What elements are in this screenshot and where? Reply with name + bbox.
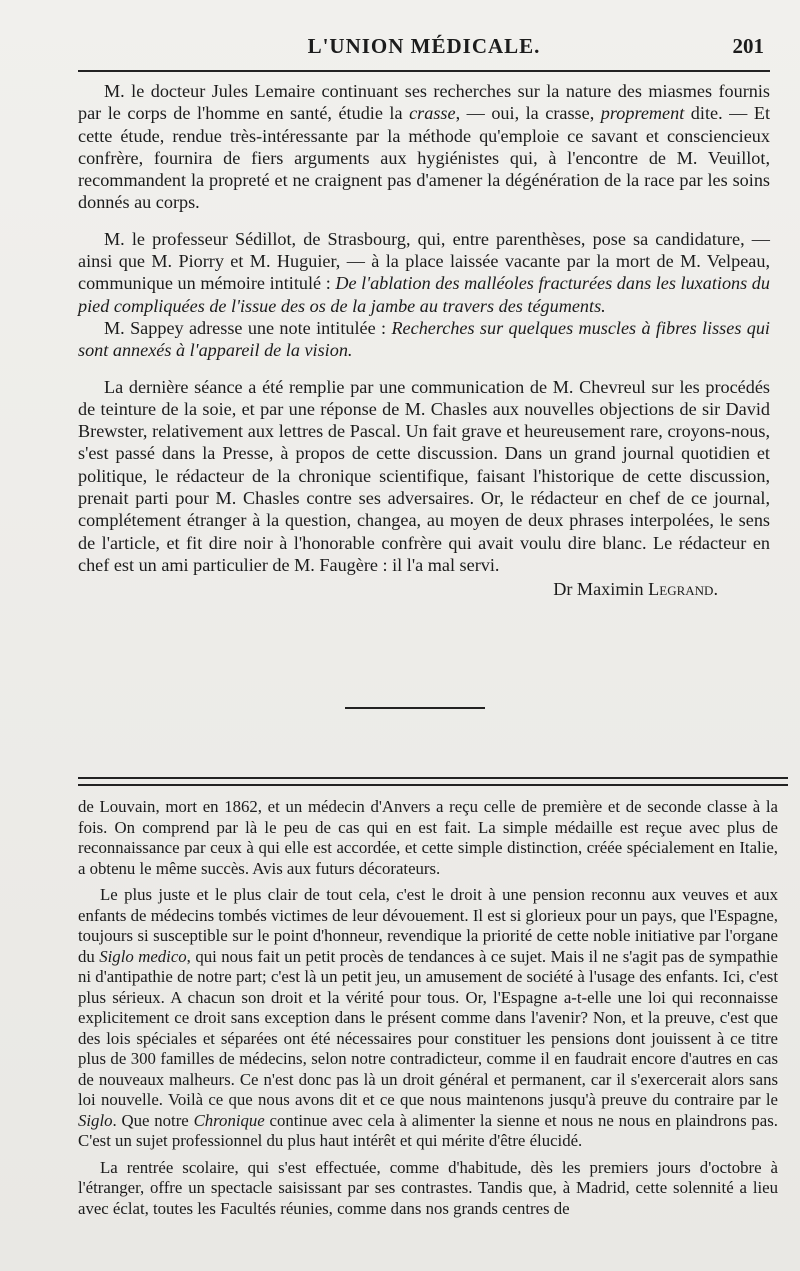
chronique-paragraph-rentree: La rentrée scolaire, qui s'est effectuée, comme d'habitude, dès les premiers jours d'octobre à l'étranger, offre un spectacle saisissant par ses contrastes. Tandis que, à Madrid, cette solennité a lieu avec éclat, toutes les Facultés réunies, comme dans nos grands centres de xyxy=(78,1157,778,1218)
signature: Dr Maximin Legrand. xyxy=(553,579,718,600)
paragraph-sedillot: M. le professeur Sédillot, de Strasbourg, qui, entre parenthèses, pose sa candidature, — ainsi que M. Piorry et M. Huguier, — à la place laissée vacante par la mort de M. Velpeau, communique un mémoire intitulé : De l'ablation des malléoles fracturées dans les luxations du pied compliquées de l'issue des os de la jambe au travers des téguments. xyxy=(78,228,770,316)
paragraph-seance: La dernière séance a été remplie par une communication de M. Chevreul sur les procédés de teinture de la soie, et par une réponse de M. Chasles aux nouvelles objections de sir David Brewster, relativement aux lettres de Pascal. Un fait grave et heureusement rare, croyons-nous, s'est passé dans la Presse, à propos de cette discussion. Dans un grand journal quotidien et politique, le rédacteur de la chronique scientifique, faisant l'historique de cette discussion, prenait parti pour M. Chasles contre ses adversaires. Or, le rédacteur en chef de ce journal, complétement étranger à la question, changea, au moyen de deux phrases interpolées, le sens de l'article, et fit dire noir à l'honorable confrère qui avait voulu dire blanc. Le rédacteur en chef est un ami particulier de M. Faugère : il l'a mal servi. xyxy=(78,376,770,575)
article-body xyxy=(78,80,770,601)
chronique-paragraph-pension: Le plus juste et le plus clair de tout cela, c'est le droit à une pension reconnu aux veuves et aux enfants de médecins tombés victimes de leur dévouement. Il est si glorieux pour un pays, que l'Espagne, toujours si susceptible sur le point d'honneur, revendique la priorité de cette noble initiative par l'organe du Siglo medico, qui nous fait un petit procès de tendances à ce sujet. Mais il ne s'agit pas de sympathie ni d'antipathie de notre part; c'est là un petit jeu, un amusement de société à l'usage des enfants. Ici, c'est plus sérieux. A chacun son droit et la vérité pour tous. Or, l'Espagne a-t-elle une loi qui reconnaisse explicitement ce droit sans exception dans le présent comme dans l'avenir? Non, et la preuve, c'est que des lois spéciales et séparées ont été nécessaires pour constituer les pensions dont jouissent à ce titre plus de 300 familles de médecins, selon notre contradicteur, comme il en faudrait encore d'autres en cas de nouveaux malheurs. Ce n'est donc pas là un droit général et permanent, car il s'exercerait alors sans loi nouvelle. Voilà ce que nous avons dit et ce que nous maintenons jusqu'à preuve du contraire par le Siglo. Que notre Chronique continue avec cela à alimenter la sienne et nous ne nous en plaindrons pas. C'est un sujet professionnel du plus haut intérêt et qui mérite d'être élucidé. xyxy=(78,885,778,1150)
paragraph-sappey: M. Sappey adresse une note intitulée : Recherches sur quelques muscles à fibres lisses qui sont annexés à l'appareil de la vision. xyxy=(78,317,770,361)
chronique-section xyxy=(78,797,778,1219)
section-divider xyxy=(345,707,485,709)
header-rule xyxy=(78,70,770,72)
running-title: L'UNION MÉDICALE. xyxy=(307,34,541,58)
double-rule xyxy=(78,777,788,786)
page-header xyxy=(78,30,770,70)
chronique-paragraph-louvain: de Louvain, mort en 1862, et un médecin d'Anvers a reçu celle de première et de seconde classe à la fois. On comprend par là le peu de cas qui en est fait. La simple médaille est reçue avec plus de reconnaissance par ceux à qui elle est accordée, et cette simple distinction, créée spécialement en Italie, a obtenu le même succès. Avis aux futurs décorateurs. xyxy=(78,797,778,878)
paragraph-lemaire: M. le docteur Jules Lemaire continuant ses recherches sur la nature des miasmes fournis par le corps de l'homme en santé, étudie la crasse, — oui, la crasse, proprement dite. — Et cette étude, rendue très-intéressante par la méthode qu'emploie ce savant et consciencieux confrère, fournira de fiers arguments aux hygiénistes qui, à l'encontre de M. Veuillot, recommandent la propreté et ne craignent pas d'amener la dégénération de la race par les soins donnés au corps. xyxy=(78,81,770,213)
page-number: 201 xyxy=(732,34,764,58)
